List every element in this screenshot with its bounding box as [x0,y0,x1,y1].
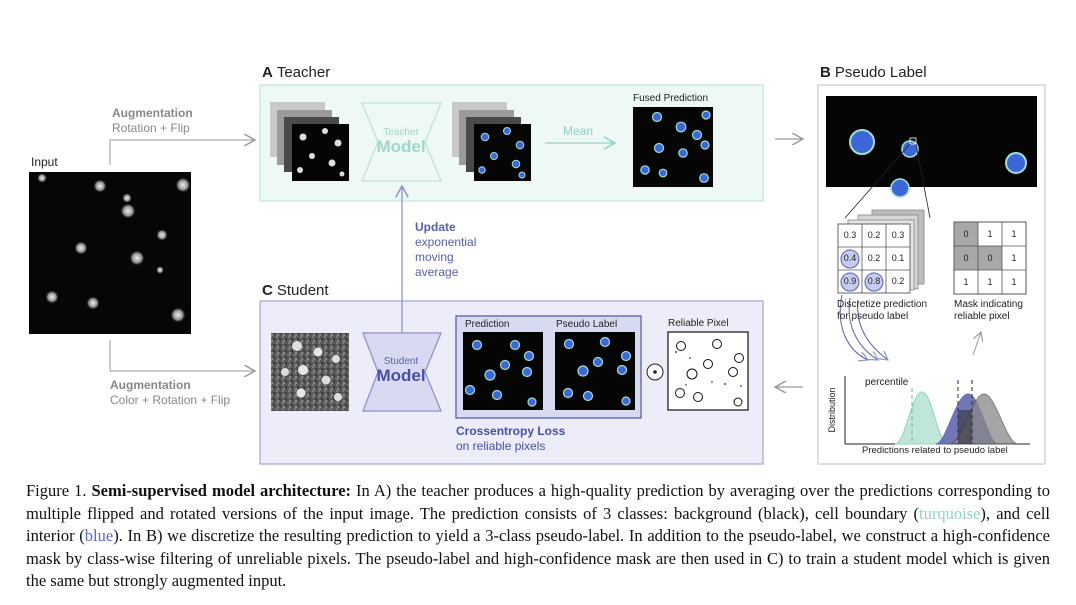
prediction-grid-cell: 0.3 [843,230,857,240]
teacher-name: Teacher [276,64,331,81]
figure-caption [26,480,1050,593]
pseudo-label-label: Pseudo Label [556,319,618,330]
prediction-grid-cell: 0.3 [891,230,905,240]
student-letter: C [262,282,273,299]
reliable-pixel-mask [668,332,748,410]
input-label: Input [31,155,58,169]
reliable-pixel-label: Reliable Pixel [668,318,729,329]
prediction-grid-cell: 0.2 [867,253,881,263]
input-to-student-arrow [110,340,255,371]
prediction-grid-cell: 0.9 [843,276,857,286]
distribution-x-axis: Predictions related to pseudo label [862,445,1008,456]
pseudo-letter: B [820,64,831,81]
fused-prediction-image [633,107,713,187]
input-image [29,172,191,334]
discretize-line2: for pseudo label [837,311,909,322]
caption-turquoise: turquoise [918,503,981,523]
student-name: Student [276,282,329,299]
student-prediction-image [463,332,543,410]
update-title: Update [415,220,456,234]
discretize-text [837,299,927,323]
student-model-big: Model [376,366,426,385]
caption-part3: ). In B) we discretize the resulting prediction to yield a 3-class pseudo-label. In addition to the pseudo-label, we construct a high-confidence mask by class-wise filtering of unreliable pixels. The pseudo-label and high-confidence mask are then used in C) to train a student model which is given the same but strongly augmented input. [26,526,1050,590]
teacher-augmentation-desc: Rotation + Flip [112,121,190,135]
update-line3: average [415,265,459,279]
mask-text [954,299,1023,323]
prediction-grid-cell: 0.2 [891,276,905,286]
prediction-label: Prediction [465,319,510,330]
student-augmentation-title: Augmentation [110,378,191,392]
mask-grid-cell: 1 [1011,253,1017,263]
pseudo-label-image [826,96,1037,197]
teacher-model-big: Model [376,137,426,156]
prediction-grid-cell: 0.8 [867,276,881,286]
distribution-y-axis: Distribution [827,387,837,433]
student-pseudo-label-image [555,332,635,410]
mask-line2: reliable pixel [954,311,1010,322]
prediction-grid-cell: 0.1 [891,253,905,263]
mask-grid-cell: 1 [987,277,993,287]
mask-grid-cell: 0 [963,229,969,239]
input-to-teacher-arrow [110,140,255,165]
student-augmented-input [271,333,349,411]
percentile-label: percentile [865,377,909,388]
caption-bold: Semi-supervised model architecture: [91,481,352,500]
fused-prediction-label: Fused Prediction [633,93,709,104]
loss-sub: on reliable pixels [456,439,546,453]
mean-label: Mean [563,124,594,138]
caption-blue: blue [84,526,114,545]
mask-grid-cell: 1 [1011,277,1017,287]
pseudo-name: Pseudo Label [834,64,927,81]
mask-grid-cell: 1 [963,277,969,287]
update-line1: exponential [415,235,477,249]
caption-part1: In A) the teacher produces a high-quality prediction by averaging over the predictions corresponding to multiple flipped and rotated versions of the input image. The prediction consists of 3 classes: background (black), cell boundary ( [26,481,1050,523]
teacher-augmentation-title: Augmentation [112,106,193,120]
teacher-model-small: Teacher [383,127,419,138]
mask-grid-cell: 0 [963,253,969,263]
discretize-line1: Discretize prediction [837,299,928,310]
update-line2: moving [415,250,454,264]
ema-update-text [415,220,476,280]
student-augmentation-desc: Color + Rotation + Flip [110,393,231,407]
teacher-letter: A [262,64,273,81]
pseudo-title [820,64,927,81]
loss-title: Crossentropy Loss [456,424,566,438]
teacher-title [262,64,330,81]
prediction-grid-cell: 0.4 [843,253,857,263]
student-title [262,282,329,299]
caption-part2: ), and cell interior ( [26,503,1050,545]
mask-grid-cell: 1 [1011,229,1017,239]
prediction-grid-cell: 0.2 [867,230,881,240]
mask-grid-cell: 0 [987,253,993,263]
mask-line1: Mask indicating [954,299,1023,310]
student-model-small: Student [383,356,419,367]
caption-prefix: Figure 1. [26,481,87,500]
mask-grid-cell: 1 [987,229,993,239]
loss-text [456,424,565,454]
